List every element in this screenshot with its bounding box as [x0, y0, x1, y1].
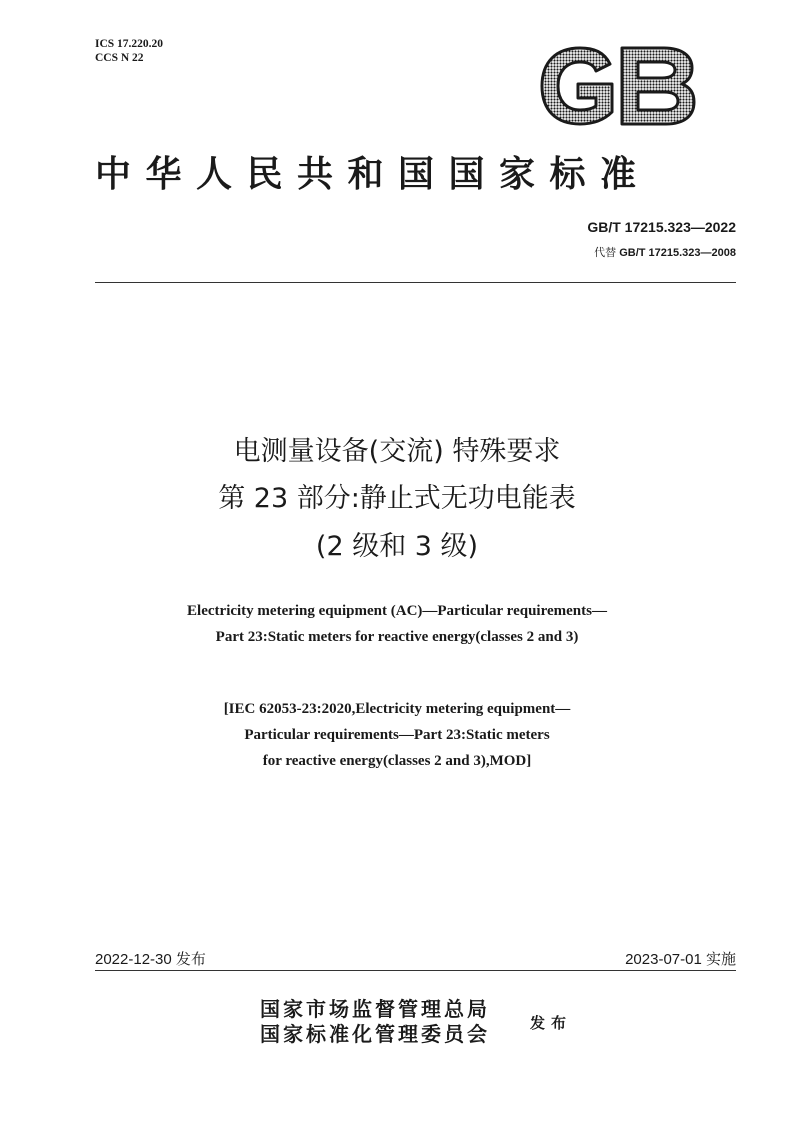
replaces-prefix: 代替	[594, 246, 617, 259]
issue-date: 2022-12-30 发布	[95, 951, 206, 968]
gb-logo	[538, 44, 698, 128]
cn-title-line2: 第 23 部分:静止式无功电能表	[218, 483, 576, 514]
publishers	[260, 997, 490, 1047]
en-title-line1: Electricity metering equipment (AC)—Particular requirements—	[187, 603, 607, 619]
iec-ref-line2: Particular requirements—Part 23:Static meters	[244, 727, 550, 743]
ccs-code: CCS N 22	[95, 52, 144, 64]
replaces-code: GB/T 17215.323—2008	[619, 247, 736, 259]
ics-code: ICS 17.220.20	[95, 38, 164, 50]
replaces-line	[594, 244, 736, 260]
cn-title-line1: 电测量设备(交流) 特殊要求	[233, 436, 561, 467]
implementation-date: 2023-07-01 实施	[625, 951, 736, 968]
standard-number: GB/T 17215.323—2022	[587, 219, 736, 235]
en-title-line2: Part 23:Static meters for reactive energy(classes 2 and 3)	[215, 629, 579, 645]
publisher-sac: 国家标准化管理委员会	[260, 1022, 490, 1046]
header-divider	[95, 282, 736, 283]
iec-ref-line3: for reactive energy(classes 2 and 3),MOD]	[262, 753, 532, 769]
iec-ref-line1: [IEC 62053-23:2020,Electricity metering equipment—	[223, 701, 571, 717]
national-standard-title: 中华人民共和国国家标准	[95, 153, 651, 195]
cn-title-line3: (2 级和 3 级)	[315, 531, 479, 562]
classification-codes	[95, 37, 163, 65]
publisher-samr: 国家市场监督管理总局	[260, 997, 490, 1021]
publish-word: 发布	[530, 1014, 573, 1032]
footer-divider	[95, 970, 736, 971]
